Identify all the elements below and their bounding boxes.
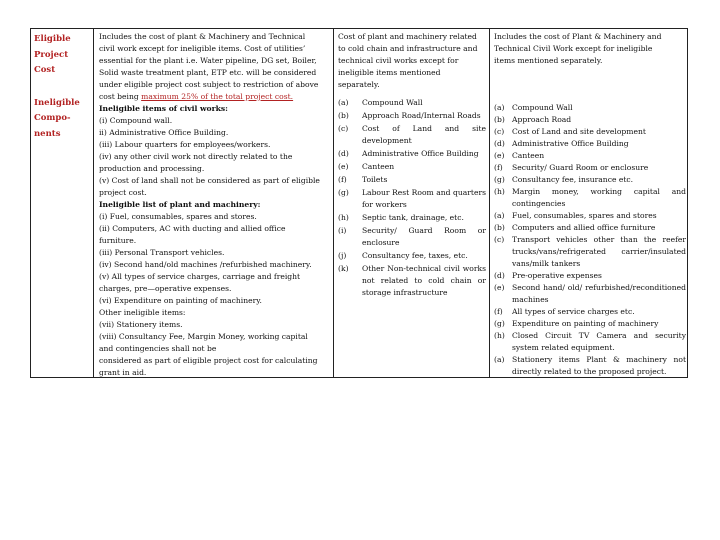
list-item-text: Canteen [362,162,395,171]
text-line: items mentioned separately. [494,56,603,65]
list-item-label: (b) [338,111,349,120]
list-item-text: Labour Rest Room and quarters for workers [362,188,486,209]
text-line: (iv) any other civil work not directly related to the [99,152,293,161]
list-item-text: Fuel, consumables, spares and stores [512,211,657,220]
list-item [494,210,686,222]
scheme-column-1 [94,29,334,377]
text-line: production and processing. [99,164,205,173]
list-item [338,174,486,186]
list-item-label: (f) [494,163,503,172]
list-item-text: Margin money, working capital and contingencies [512,187,686,208]
list-item-label: (g) [494,175,505,184]
list-item [338,161,486,173]
list-item [494,150,686,162]
list-item-text: Closed Circuit TV Camera and security system related equipment. [512,331,686,352]
list-item-text: Compound Wall [362,98,423,107]
list-item [494,102,686,114]
eligible-description [338,31,486,91]
list-item [494,222,686,234]
list-item-label: (h) [338,213,349,222]
list-item [494,306,686,318]
list-item-label: (g) [494,319,505,328]
list-item-text: Canteen [512,151,545,160]
list-item-text: All types of service charges etc. [512,307,635,316]
civil-items-list [99,115,330,199]
list-item-text: Security/ Guard Room or enclosure [362,226,486,247]
list-item-label: (i) [338,226,347,235]
list-item-label: (d) [494,139,505,148]
text-line: grant in aid. [99,368,147,377]
text-line: (vi) Expenditure on painting of machinery. [99,296,262,305]
text-line: (viii) Consultancy Fee, Margin Money, working capital [99,332,308,341]
list-item-text: Cost of Land and site development [512,127,646,136]
list-item [494,354,686,377]
list-item-text: Septic tank, drainage, etc. [362,213,464,222]
list-item-label: (f) [494,307,503,316]
list-item-text: Administrative Office Building [512,139,629,148]
eligible-description [99,31,330,91]
text-line: (iv) Second hand/old machines /refurbished machinery. [99,260,312,269]
text-line: and contingencies shall not be [99,344,217,353]
text-line: Includes the cost of plant & Machinery and Technical [99,32,306,41]
list-item-text: Second hand/ old/ refurbished/reconditioned machines [512,283,686,304]
plant-items-list [99,211,330,377]
list-item [494,186,686,210]
ineligible-civil-list [494,102,686,210]
list-item-label: (c) [494,127,505,136]
ineligible-items-list [338,97,486,299]
list-item-label: (c) [338,124,349,133]
list-item-text: Computers and allied office furniture [512,223,656,232]
header-line: nents [34,128,61,139]
ineligible-components-header [34,96,93,143]
row-header-column [31,29,94,377]
cost-cap-prefix: cost being [99,92,142,101]
text-line: technical civil works except for [338,56,459,65]
list-item-label: (h) [494,187,505,196]
list-item-text: Other Non-technical civil works not related to cold chain or storage infrastructure [362,264,486,297]
header-line: Eligible [34,34,71,44]
list-item-label: (d) [494,271,505,280]
text-line: (vii) Stationery items. [99,320,183,329]
list-item-label: (a) [494,103,505,112]
text-line: ii) Administrative Office Building. [99,128,229,137]
list-item [494,138,686,150]
text-line: (iii) Personal Transport vehicles. [99,248,225,257]
plant-machinery-heading: Ineligible list of plant and machinery: [99,200,261,209]
header-line: Cost [34,65,56,75]
list-item-label: (a) [338,98,349,107]
list-item [338,263,486,299]
text-line: Includes the cost of Plant & Machinery and [494,32,662,41]
list-item-label: (c) [494,235,505,244]
list-item [494,162,686,174]
list-item [494,114,686,126]
civil-works-heading: Ineligible items of civil works: [99,104,228,113]
list-item-label: (b) [494,223,505,232]
text-line: essential for the plant i.e. Water pipeline, DG set, Boiler, [99,56,317,65]
text-line: separately. [338,80,380,89]
text-line: Cost of plant and machinery related [338,32,477,41]
list-item-label: (b) [494,115,505,124]
list-item [494,174,686,186]
list-item-text: Approach Road/Internal Roads [362,111,481,120]
list-item-label: (h) [494,331,505,340]
cost-cap-highlight: maximum 25% of the total project cost. [141,92,294,101]
list-item-label: (j) [338,251,347,260]
list-item-text: Approach Road [512,115,572,124]
list-item [494,330,686,354]
list-item [494,270,686,282]
text-line: (v) Cost of land shall not be considered as part of eligible [99,176,320,185]
text-line: Technical Civil Work except for ineligible [494,44,653,53]
list-item-text: Administrative Office Building [362,149,479,158]
list-item [338,250,486,262]
header-line: Ineligible [34,97,80,108]
list-item-label: (g) [338,188,349,197]
text-line: Other ineligible items: [99,308,186,317]
text-line: Solid waste treatment plant, ETP etc. will be considered [99,68,317,77]
text-line: (i) Compound wall. [99,116,173,125]
text-line: (ii) Computers, AC with ducting and allied office [99,224,286,233]
list-item [494,318,686,330]
list-item [338,110,486,122]
text-line: (v) All types of service charges, carriage and freight [99,272,301,281]
list-item-label: (e) [494,151,505,160]
list-item-label: (f) [338,175,347,184]
header-line: Compo- [34,113,71,123]
text-line: project cost. [99,188,147,197]
ineligible-machinery-list [494,210,686,377]
text-line: under eligible project cost subject to restriction of above [99,80,319,89]
list-item-label: (d) [338,149,349,158]
scheme-column-2 [334,29,490,377]
list-item-text: Compound Wall [512,103,573,112]
list-item [338,148,486,160]
list-item-label: (k) [338,264,349,273]
list-item [338,187,486,211]
text-line: considered as part of eligible project cost for calculating [99,356,318,365]
list-item [494,234,686,270]
list-item-text: Cost of Land and site development [362,124,486,145]
text-line: charges, pre—operative expenses. [99,284,232,293]
list-item-label: (e) [494,283,505,292]
list-item-label: (a) [494,211,505,220]
list-item-text: Toilets [362,175,388,184]
eligibility-table [30,28,688,378]
text-line: to cold chain and infrastructure and [338,44,478,53]
scheme-column-3 [490,29,689,377]
text-line: civil work except for ineligible items. Cost of utilities’ [99,44,306,53]
list-item-text: Expenditure on painting of machinery [512,319,659,328]
header-line: Project [34,49,69,60]
list-item-text: Consultancy fee, taxes, etc. [362,251,468,260]
list-item-label: (a) [494,355,505,364]
list-item-text: Pre-operative expenses [512,271,602,280]
list-item-text: Stationery items Plant & machinery not directly related to the proposed project. [512,355,686,376]
list-item [494,126,686,138]
list-item [338,212,486,224]
text-line: (i) Fuel, consumables, spares and stores. [99,212,257,221]
list-item-text: Transport vehicles other than the reefer trucks/vans/refrigerated carrier/insulated vans/milk tankers [512,235,686,268]
list-item-text: Security/ Guard Room or enclosure [512,163,649,172]
list-item [338,225,486,249]
list-item [338,97,486,109]
cost-cap-line [99,91,330,103]
list-item-label: (e) [338,162,349,171]
list-item-text: Consultancy fee, insurance etc. [512,175,634,184]
text-line: ineligible items mentioned [338,68,441,77]
list-item [494,282,686,306]
text-line: furniture. [99,236,137,245]
eligible-description [494,31,686,67]
eligible-cost-header [34,32,93,79]
list-item [338,123,486,147]
text-line: (iii) Labour quarters for employees/workers. [99,140,271,149]
